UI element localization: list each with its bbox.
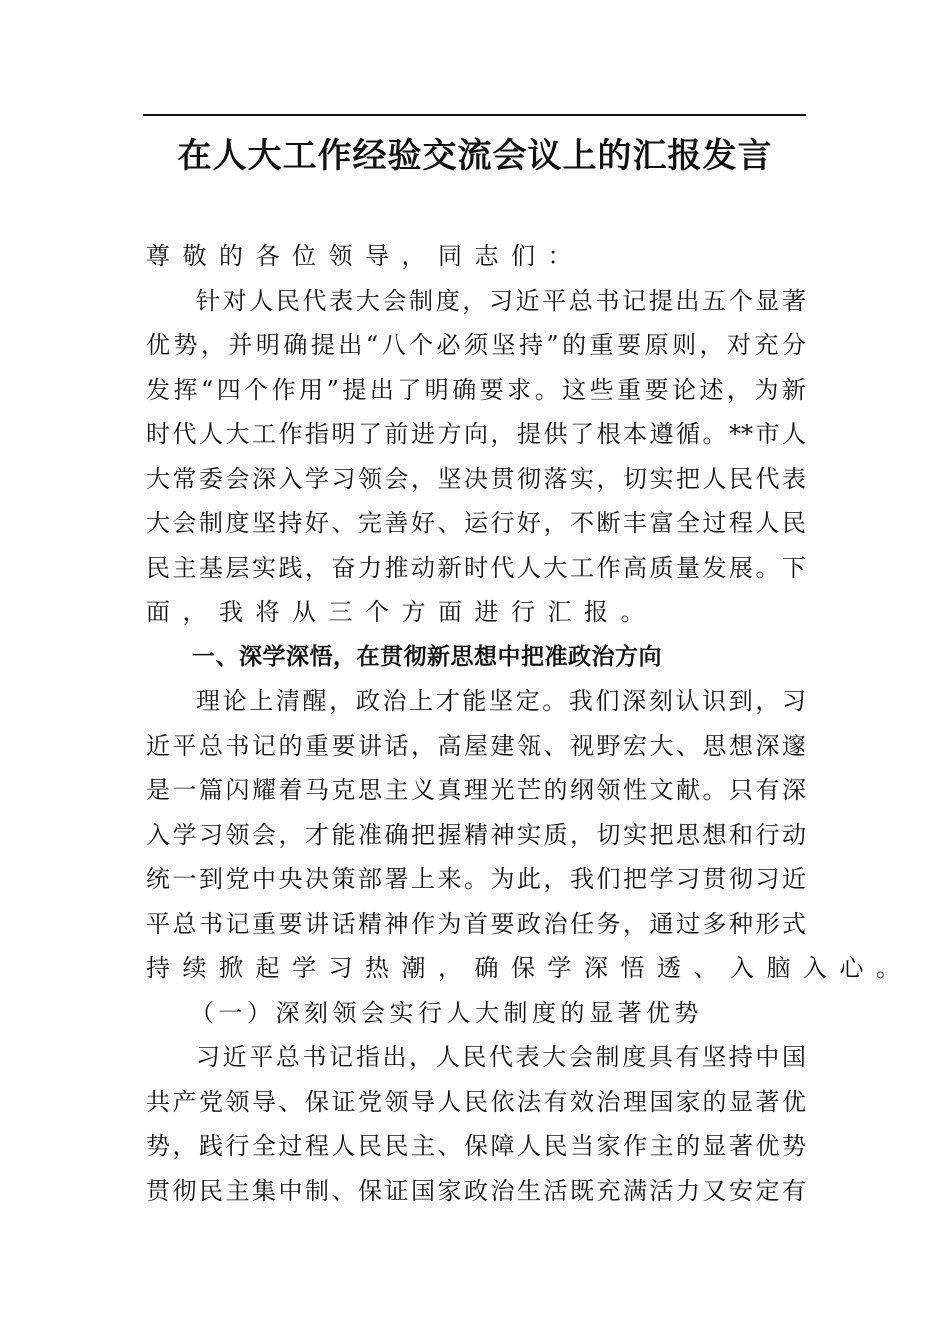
paragraph-line: 平总书记重要讲话精神作为首要政治任务，通过多种形式: [146, 909, 806, 938]
section-heading: 一、深学深悟，在贯彻新思想中把准政治方向: [192, 643, 662, 670]
subsection-heading: （一）深刻领会实行人大制度的显著优势: [190, 998, 703, 1027]
paragraph-line: 理论上清醒，政治上才能坚定。我们深刻认识到，习: [196, 687, 806, 715]
paragraph-line: 是一篇闪耀着马克思主义真理光芒的纲领性文献。只有深: [146, 776, 806, 804]
document-title: 在人大工作经验交流会议上的汇报发言: [177, 136, 773, 176]
paragraph-line: 近平总书记的重要讲话，高屋建瓴、视野宏大、思想深邃: [146, 731, 806, 760]
paragraph-line: 共产党领导、保证党领导人民依法有效治理国家的显著优: [146, 1087, 806, 1116]
paragraph-line: 持续掀起学习热潮，确保学深悟透、入脑入心。: [146, 954, 913, 982]
document-body: [146, 234, 913, 1213]
paragraph-line: 大会制度坚持好、完善好、运行好，不断丰富全过程人民: [146, 509, 806, 537]
paragraph-line: 时代人大工作指明了前进方向，提供了根本遵循。**市人: [146, 420, 806, 448]
paragraph-line: 大常委会深入学习领会，坚决贯彻落实，切实把人民代表: [146, 464, 806, 493]
paragraph-line: 发挥“四个作用”提出了明确要求。这些重要论述，为新: [146, 375, 806, 404]
paragraph-line: 民主基层实践，奋力推动新时代人大工作高质量发展。下: [146, 553, 806, 582]
header-rule: [143, 114, 806, 116]
paragraph-line: 入学习领会，才能准确把握精神实质，切实把思想和行动: [146, 820, 806, 849]
paragraph-line: 面，我将从三个方面进行汇报。: [146, 598, 657, 626]
salutation: 尊敬的各位领导，同志们：: [146, 242, 584, 270]
paragraph-line: 习近平总书记指出，人民代表大会制度具有坚持中国: [196, 1043, 806, 1071]
paragraph-line: 势，践行全过程人民民主、保障人民当家作主的显著优势: [146, 1132, 806, 1160]
paragraph-line: 统一到党中央决策部署上来。为此，我们把学习贯彻习近: [146, 865, 806, 893]
paragraph-line: 针对人民代表大会制度，习近平总书记提出五个显著: [196, 286, 806, 315]
paragraph-line: 优势，并明确提出“八个必须坚持”的重要原则，对充分: [146, 331, 806, 359]
paragraph-line: 贯彻民主集中制、保证国家政治生活既充满活力又安定有: [146, 1176, 806, 1205]
